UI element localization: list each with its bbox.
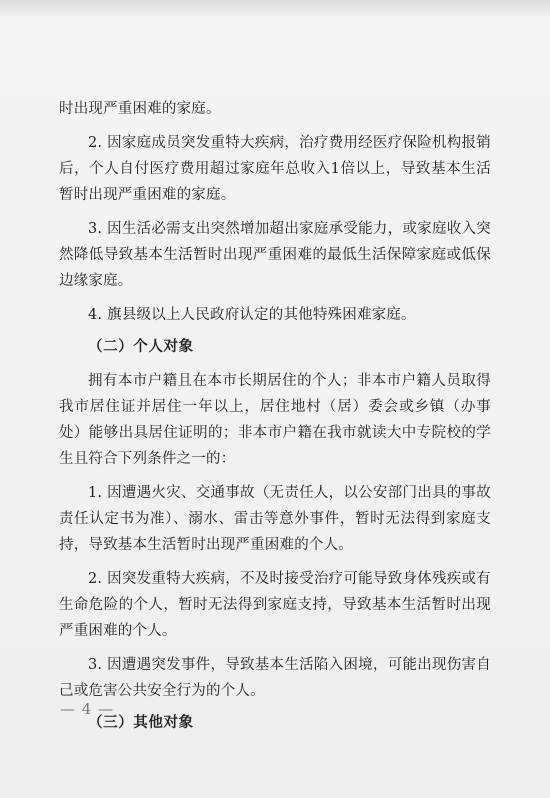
paragraph-individual-major-illness: 2. 因突发重特大疾病，不及时接受治疗可能导致身体残疾或有生命危险的个人，暂时无法得到家庭支持，导致基本生活暂时出现严重困难的个人。 <box>59 571 491 639</box>
page-number: — 4 — <box>60 700 115 718</box>
document-text <box>59 96 491 736</box>
paragraph-continued-family-case: 时出现严重困难的家庭。 <box>59 101 221 117</box>
section-heading-individual-targets: （二）个人对象 <box>88 338 194 355</box>
section-heading-other-targets: （三）其他对象 <box>88 714 194 731</box>
paragraph-individual-emergency: 3. 因遭遇突发事件，导致基本生活陷入困境，可能出现伤害自己或危害公共安全行为的个人。 <box>59 657 491 699</box>
paragraph-family-major-illness: 2. 因家庭成员突发重特大疾病，治疗费用经医疗保险机构报销后，个人自付医疗费用超过家庭年总收入1倍以上，导致基本生活暂时出现严重困难的家庭。 <box>59 135 491 203</box>
paragraph-individual-eligibility: 拥有本市户籍且在本市长期居住的个人；非本市户籍人员取得我市居住证并居住一年以上，居住地村（居）委会或乡镇（办事处）能够出具居住证明的；非本市户籍在我市就读大中专院校的学生且符合下列条件之一的： <box>59 373 491 467</box>
paragraph-family-expense-increase: 3. 因生活必需支出突然增加超出家庭承受能力，或家庭收入突然降低导致基本生活暂时出现严重困难的最低生活保障家庭或低保边缘家庭。 <box>59 221 491 289</box>
paragraph-individual-accident: 1. 因遭遇火灾、交通事故（无责任人，以公安部门出具的事故责任认定书为准）、溺水、雷击等意外事件，暂时无法得到家庭支持，导致基本生活暂时出现严重困难的个人。 <box>59 485 491 553</box>
scan-top-shadow <box>0 0 550 18</box>
paragraph-other-special-family: 4. 旗县级以上人民政府认定的其他特殊困难家庭。 <box>88 307 416 323</box>
